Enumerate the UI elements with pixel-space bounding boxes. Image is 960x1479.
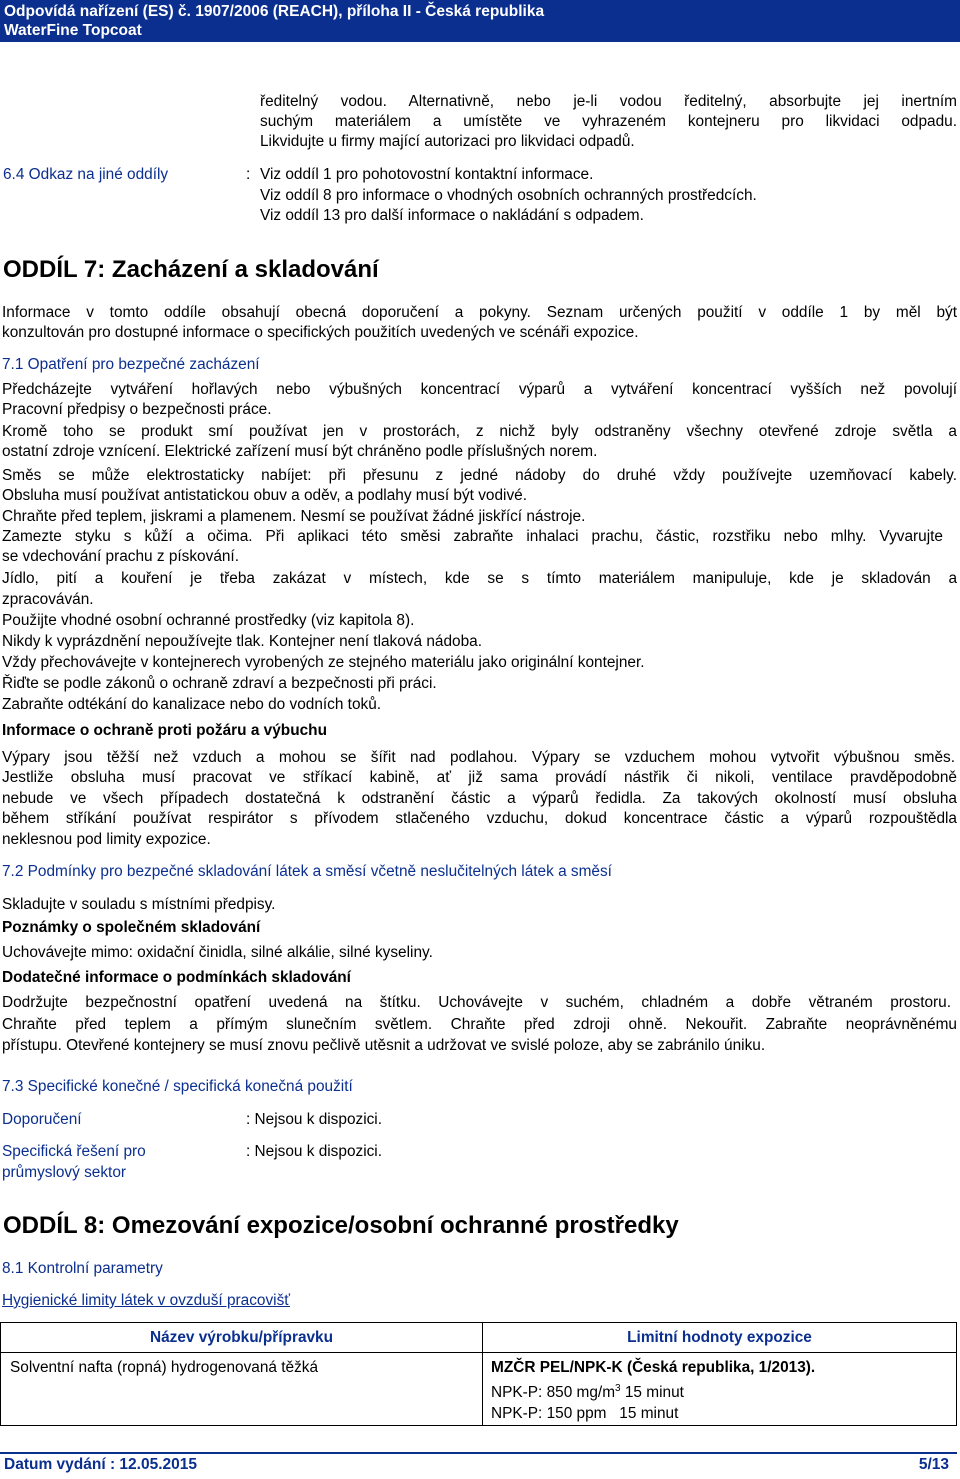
document-header [0,0,960,42]
s7-1-line: Předcházejte vytváření hořlavých nebo výbušných koncentrací výparů a vytváření koncentrací vyšších než povolují [2,381,957,398]
s7-1-line: Obsluha musí používat antistatickou obuv a oděv, a podlahy musí být vodivé. [2,487,528,504]
product-name-cell: Solventní nafta (ropná) hydrogenovaná těžká [10,1359,319,1376]
page-footer [0,1452,957,1476]
s7-1-line: Jídlo, pití a kouření je třeba zakázat v místech, kde se s tímto materiálem manipuluje, kde je skladován a [2,570,957,587]
s6-4-colon: : [246,166,251,183]
s7-1-line: ostatní zdroje vznícení. Elektrické zařízení musí být chráněno podle příslušných norem. [2,443,598,460]
s6-4-line: Viz oddíl 1 pro pohotovostní kontaktní informace. [260,166,594,183]
fire-line: nebude ve všech případech dostatečná k odstranění částic a výparů ředidla. Za takových okolností musí obsluha [2,790,957,807]
issue-date: Datum vydání : 12.05.2015 [4,1456,197,1473]
extra-storage-line: přístupu. Otevřené kontejnery se musí znovu pečlivě utěsnit a udržovat ve svislé poloze, aby se zabránilo úniku. [2,1037,766,1054]
page-number: 5/13 [918,1456,949,1473]
s7-3-title: 7.3 Specifické konečné / specifická konečná použití [2,1078,353,1095]
s7-1-line: se vdechování prachu z pískování. [2,548,239,565]
s8-1-title: 8.1 Kontrolní parametry [2,1260,163,1277]
s7-intro-line: Informace v tomto oddíle obsahují obecná doporučení a pokyny. Seznam určených použití v oddíle 1 by měl být [2,304,957,321]
regulation-title: Odpovídá nařízení (ES) č. 1907/2006 (REACH), příloha II - Česká republika [4,3,545,20]
fire-line: Jestliže obsluha musí pracovat ve stříkací kabině, ať již sama provádí nástřik či nikoli, ventilace pravděpodobně [2,769,957,786]
s6-3-cont-line: Likvidujte u firmy mající autorizaci pro likvidaci odpadů. [260,133,635,150]
s7-1-line: Pracovní předpisy o bezpečnosti práce. [2,401,272,418]
fire-line: neklesnou pod limity expozice. [2,831,211,848]
section8-title: ODDÍL 8: Omezování expozice/osobní ochranné prostředky [3,1212,679,1239]
s7-1-line: Nikdy k vyprázdnění nepoužívejte tlak. Kontejner není tlaková nádoba. [2,633,482,650]
fire-line: Výpary jsou těžší než vzduch a mohou se šířit nad podlahou. Výpary se vzduchem mohou vytvořit výbušnou směs. [2,749,955,766]
exposure-limits-table [0,1322,957,1426]
s7-1-line: Chraňte před teplem, jiskrami a plamenem. Nesmí se používat žádné jiskřící nástroje. [2,508,586,525]
s7-1-line: Vždy přechovávejte v kontejnerech vyrobených ze stejného materiálu jako originální kontejner. [2,654,645,671]
s7-intro-line: konzultován pro dostupné informace o specifických použitích uvedených ve scénáři expozice. [2,324,639,341]
limits-cell [483,1353,957,1426]
industry-label: průmyslový sektor [2,1164,127,1181]
s7-1-line: Zamezte styku s kůží a očima. Při aplikaci této směsi zabraňte inhalaci prachu, částic, rozstřiku nebo mlhy. Vyvarujte [2,528,943,545]
storage-notes-title: Poznámky o společném skladování [2,919,261,936]
s7-2-text: Skladujte v souladu s místními předpisy. [2,896,276,913]
extra-storage-title: Dodatečné informace o podmínkách skladování [2,969,351,986]
industry-label: Specifická řešení pro [2,1143,146,1160]
exposure-limits-title: Hygienické limity látek v ovzduší pracovišť [2,1292,291,1309]
s6-4-label: 6.4 Odkaz na jiné oddíly [3,166,169,183]
storage-notes-text: Uchovávejte mimo: oxidační činidla, silné alkálie, silné kyseliny. [2,944,433,961]
s7-1-line: zpracováván. [2,591,94,608]
s7-1-line: Zabraňte odtékání do kanalizace nebo do vodních toků. [2,696,382,713]
table-header-row [1,1323,957,1353]
s6-3-cont-line: suchým materiálem a umístěte ve vyhrazeném kontejneru pro likvidaci odpadu. [260,113,957,130]
industry-value: : Nejsou k dispozici. [246,1143,383,1160]
column-header-product: Název výrobku/přípravku [1,1323,483,1353]
limit-unit-exponent: 3 [615,1383,621,1394]
column-header-limits: Limitní hodnoty expozice [483,1323,957,1353]
fire-line: během stříkání používat respirátor s přívodem stlačeného vzduchu, dokud koncentrace částic a výparů rozpouštědla [2,810,957,827]
recommendation-value: : Nejsou k dispozici. [246,1111,383,1128]
recommendation-label: Doporučení [2,1111,82,1128]
section7-title: ODDÍL 7: Zacházení a skladování [3,256,379,283]
s6-3-cont-line: ředitelný vodou. Alternativně, nebo je-li vodou ředitelný, absorbujte jej inertním [260,93,957,110]
regulation-ref: MZČR PEL/NPK-K (Česká republika, 1/2013). [491,1359,816,1376]
limit-value: NPK-P: 850 mg/m [491,1384,616,1402]
product-name: WaterFine Topcoat [4,22,142,39]
extra-storage-line: Dodržujte bezpečnostní opatření uvedená na štítku. Uchovávejte v suchém, chladném a dobře větraném prostoru. [2,994,951,1011]
extra-storage-line: Chraňte před teplem a přímým slunečním světlem. Chraňte před zdroji ohně. Nekouřit. Zabraňte neoprávněnému [2,1016,957,1033]
s6-4-line: Viz oddíl 8 pro informace o vhodných osobních ochranných prostředcích. [260,187,757,204]
fire-protection-title: Informace o ochraně proti požáru a výbuchu [2,722,327,739]
s6-4-line: Viz oddíl 13 pro další informace o nakládání s odpadem. [260,207,644,224]
s7-2-title: 7.2 Podmínky pro bezpečné skladování látek a směsí včetně neslučitelných látek a směsí [2,863,612,880]
limit-duration: 15 minut [620,1384,684,1402]
product-cell [1,1353,483,1426]
s7-1-line: Kromě toho se produkt smí používat jen v prostorách, z nichž byly odstraněny všechny otevřené zdroje světla a [2,423,957,440]
limit-line: NPK-P: 150 ppm 15 minut [491,1405,679,1423]
s7-1-line: Směs se může elektrostaticky nabíjet: při přesunu z jedné nádoby do druhé vždy používejte uzemňovací kabely. [2,467,957,484]
limit-line [491,1378,956,1403]
s7-1-line: Řiďte se podle zákonů o ochraně zdraví a bezpečnosti při práci. [2,675,437,692]
s7-1-line: Použijte vhodné osobní ochranné prostředky (viz kapitola 8). [2,612,415,629]
table-row [1,1353,957,1426]
s7-1-title: 7.1 Opatření pro bezpečné zacházení [2,356,260,373]
